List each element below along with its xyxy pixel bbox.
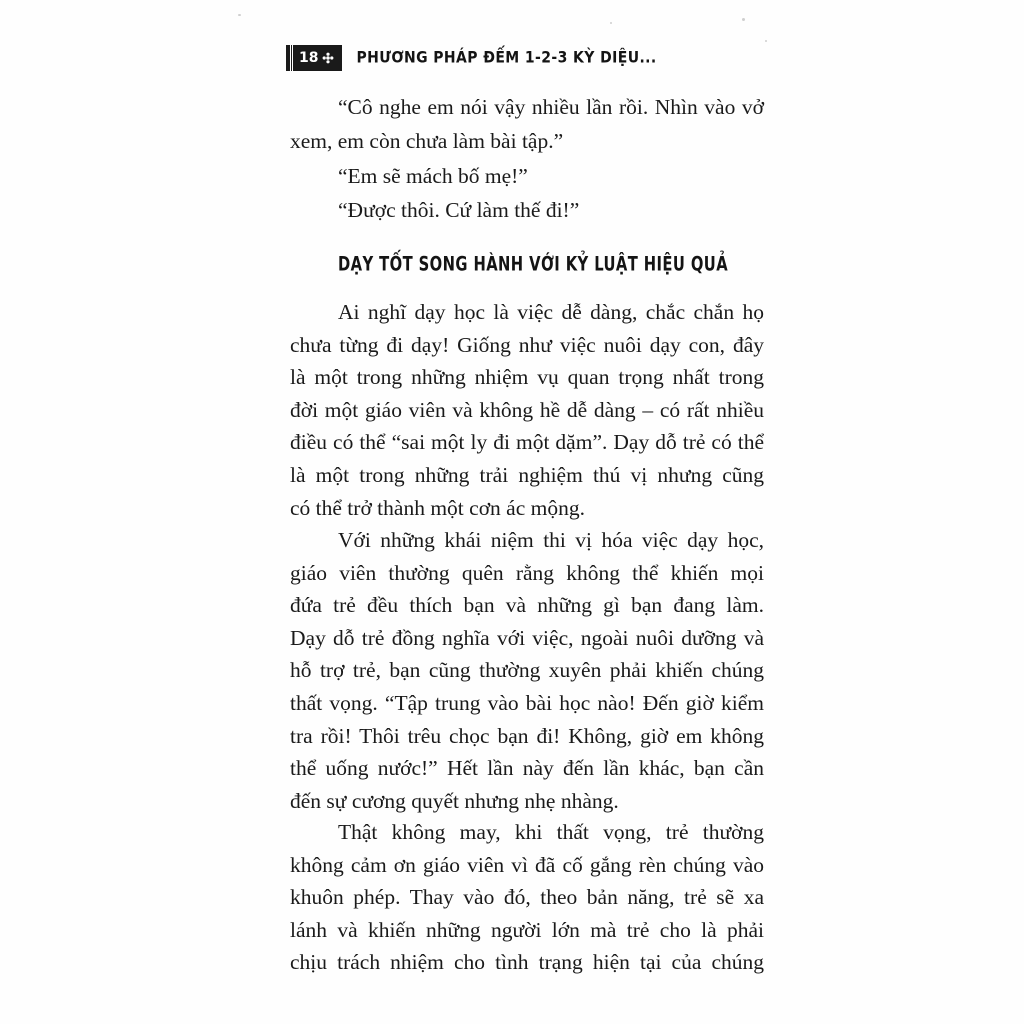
- paragraph-line: là một trong những nhiệm vụ quan trọng nhất trong: [290, 365, 764, 390]
- paragraph-line: thể uống nước!” Hết lần này đến lần khác, bạn cần: [290, 756, 764, 781]
- scan-speck: [610, 22, 612, 24]
- dialogue-line: “Cô nghe em nói vậy nhiều lần rồi. Nhìn vào vở: [338, 95, 764, 119]
- dialogue-line: xem, em còn chưa làm bài tập.”: [290, 129, 564, 154]
- flower-ornament-icon: [322, 52, 334, 64]
- paragraph: [290, 524, 764, 817]
- page-number-tab: [290, 45, 342, 71]
- scan-speck: [765, 40, 767, 42]
- dialogue-block: [290, 90, 764, 228]
- paragraph-line: giáo viên thường quên rằng không thể khiến mọi: [290, 560, 764, 585]
- paragraph-line: hỗ trợ trẻ, bạn cũng thường xuyên phải khiến chúng: [290, 658, 764, 683]
- paragraph-line: điều có thể “sai một ly đi một dặm”. Dạy dỗ trẻ có thể: [290, 430, 764, 455]
- section-heading: DẠY TỐT SONG HÀNH VỚI KỶ LUẬT HIỆU QUẢ: [338, 252, 729, 277]
- paragraph-line: thất vọng. “Tập trung vào bài học nào! Đến giờ kiểm: [290, 690, 764, 715]
- page-number: 18: [299, 50, 319, 66]
- paragraph-line: có thể trở thành một cơn ác mộng.: [290, 495, 585, 520]
- paragraph: [290, 816, 764, 979]
- running-title: PHƯƠNG PHÁP ĐẾM 1-2-3 KỲ DIỆU...: [356, 48, 657, 68]
- paragraph-line: không cảm ơn giáo viên vì đã cố gắng rèn chúng vào: [290, 852, 764, 877]
- paragraph: [290, 296, 764, 524]
- paragraph-line: chưa từng đi dạy! Giống như việc nuôi dạy con, đây: [290, 332, 764, 357]
- dialogue-line: “Được thôi. Cứ làm thế đi!”: [338, 198, 580, 223]
- paragraph-line: tra rồi! Thôi trêu chọc bạn đi! Không, giờ em không: [290, 723, 764, 748]
- paragraph-line: lánh và khiến những người lớn mà trẻ cho là phải: [290, 917, 764, 942]
- paragraph-line: Dạy dỗ trẻ đồng nghĩa với việc, ngoài nuôi dưỡng và: [290, 625, 764, 650]
- paragraph-line: đứa trẻ đều thích bạn và những gì bạn đang làm.: [290, 593, 764, 618]
- paragraph-line: chịu trách nhiệm cho tình trạng hiện tại của chúng: [290, 950, 764, 975]
- paragraph-line: đến sự cương quyết nhưng nhẹ nhàng.: [290, 788, 619, 813]
- paragraph-line: khuôn phép. Thay vào đó, theo bản năng, trẻ sẽ xa: [290, 885, 764, 910]
- scan-speck: [742, 18, 745, 21]
- paragraph-line: Với những khái niệm thi vị hóa việc dạy học,: [338, 528, 764, 552]
- paragraph-line: Ai nghĩ dạy học là việc dễ dàng, chắc chắn họ: [338, 300, 764, 324]
- paragraph-line: là một trong những trải nghiệm thú vị nhưng cũng: [290, 462, 764, 487]
- running-header: [290, 44, 657, 72]
- paragraph-line: đời một giáo viên và không hề dễ dàng – có rất nhiều: [290, 397, 764, 422]
- paragraph-line: Thật không may, khi thất vọng, trẻ thường: [338, 820, 764, 844]
- scan-speck: [238, 14, 241, 16]
- dialogue-line: “Em sẽ mách bố mẹ!”: [338, 163, 528, 188]
